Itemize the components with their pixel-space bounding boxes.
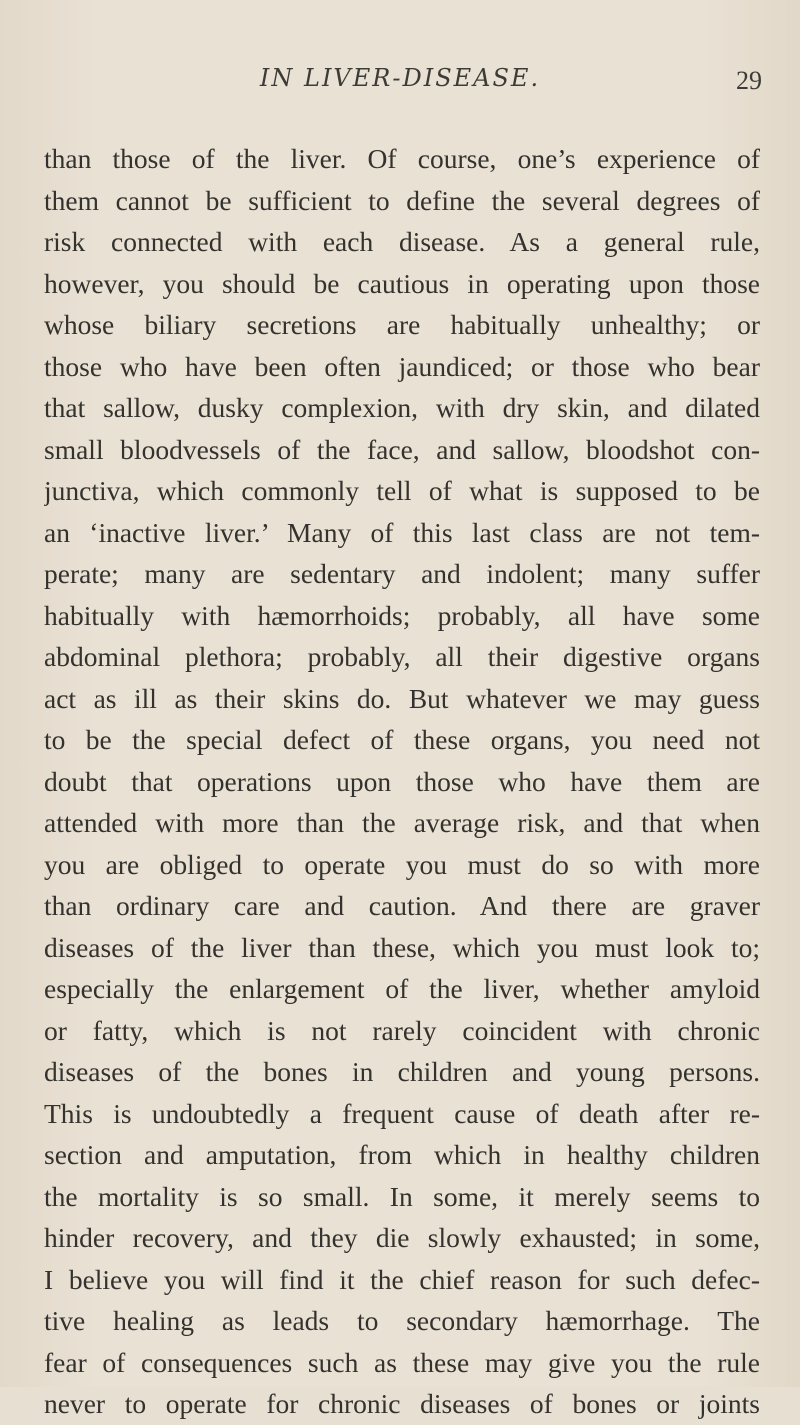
text-line: tive healing as leads to secondary hæmorrhage. The xyxy=(44,1305,760,1336)
text-line: section and amputation, from which in healthy children xyxy=(44,1139,760,1170)
text-line: however, you should be cautious in operating upon those xyxy=(44,267,760,299)
text-line: never to operate for chronic diseases of bones or joints xyxy=(44,1388,760,1419)
text-line: attended with more than the average risk, and that when xyxy=(44,807,760,838)
running-head xyxy=(0,64,800,98)
text-line: the mortality is so small. In some, it merely seems to xyxy=(44,1180,760,1212)
text-line: to be the special defect of these organs, you need not xyxy=(44,724,760,755)
text-line: small bloodvessels of the face, and sallow, bloodshot con- xyxy=(44,433,760,465)
text-line: diseases of the liver than these, which you must look to; xyxy=(44,931,760,963)
text-line: whose biliary secretions are habitually unhealthy; or xyxy=(44,309,760,340)
text-line: doubt that operations upon those who have them are xyxy=(44,765,760,797)
text-line: them cannot be sufficient to define the several degrees of xyxy=(44,184,760,216)
text-line: those who have been often jaundiced; or those who bear xyxy=(44,350,760,382)
text-line: hinder recovery, and they die slowly exhausted; in some, xyxy=(44,1222,760,1253)
text-line: I believe you will find it the chief reason for such defec- xyxy=(44,1263,760,1295)
text-line: diseases of the bones in children and young persons. xyxy=(44,1056,760,1087)
text-line: than ordinary care and caution. And there are graver xyxy=(44,890,760,921)
text-line: perate; many are sedentary and indolent; many suffer xyxy=(44,558,760,589)
body-text xyxy=(44,138,760,1425)
text-line: risk connected with each disease. As a general rule, xyxy=(44,226,760,257)
text-line: act as ill as their skins do. But whatever we may guess xyxy=(44,682,760,714)
text-line: abdominal plethora; probably, all their digestive organs xyxy=(44,641,760,672)
text-line: an ‘inactive liver.’ Many of this last class are not tem- xyxy=(44,516,760,548)
running-title: IN LIVER-DISEASE. xyxy=(259,64,541,92)
text-line: junctiva, which commonly tell of what is supposed to be xyxy=(44,475,760,506)
text-line: especially the enlargement of the liver, whether amyloid xyxy=(44,973,760,1004)
text-line: that sallow, dusky complexion, with dry skin, and dilated xyxy=(44,392,760,423)
text-line: habitually with hæmorrhoids; probably, all have some xyxy=(44,599,760,631)
text-line: than those of the liver. Of course, one’s experience of xyxy=(44,143,760,174)
text-line: or fatty, which is not rarely coincident with chronic xyxy=(44,1014,760,1046)
text-line: This is undoubtedly a frequent cause of death after re- xyxy=(44,1097,760,1129)
text-line: you are obliged to operate you must do so with more xyxy=(44,848,760,880)
text-line: fear of consequences such as these may give you the rule xyxy=(44,1346,760,1378)
page-number: 29 xyxy=(736,66,762,95)
